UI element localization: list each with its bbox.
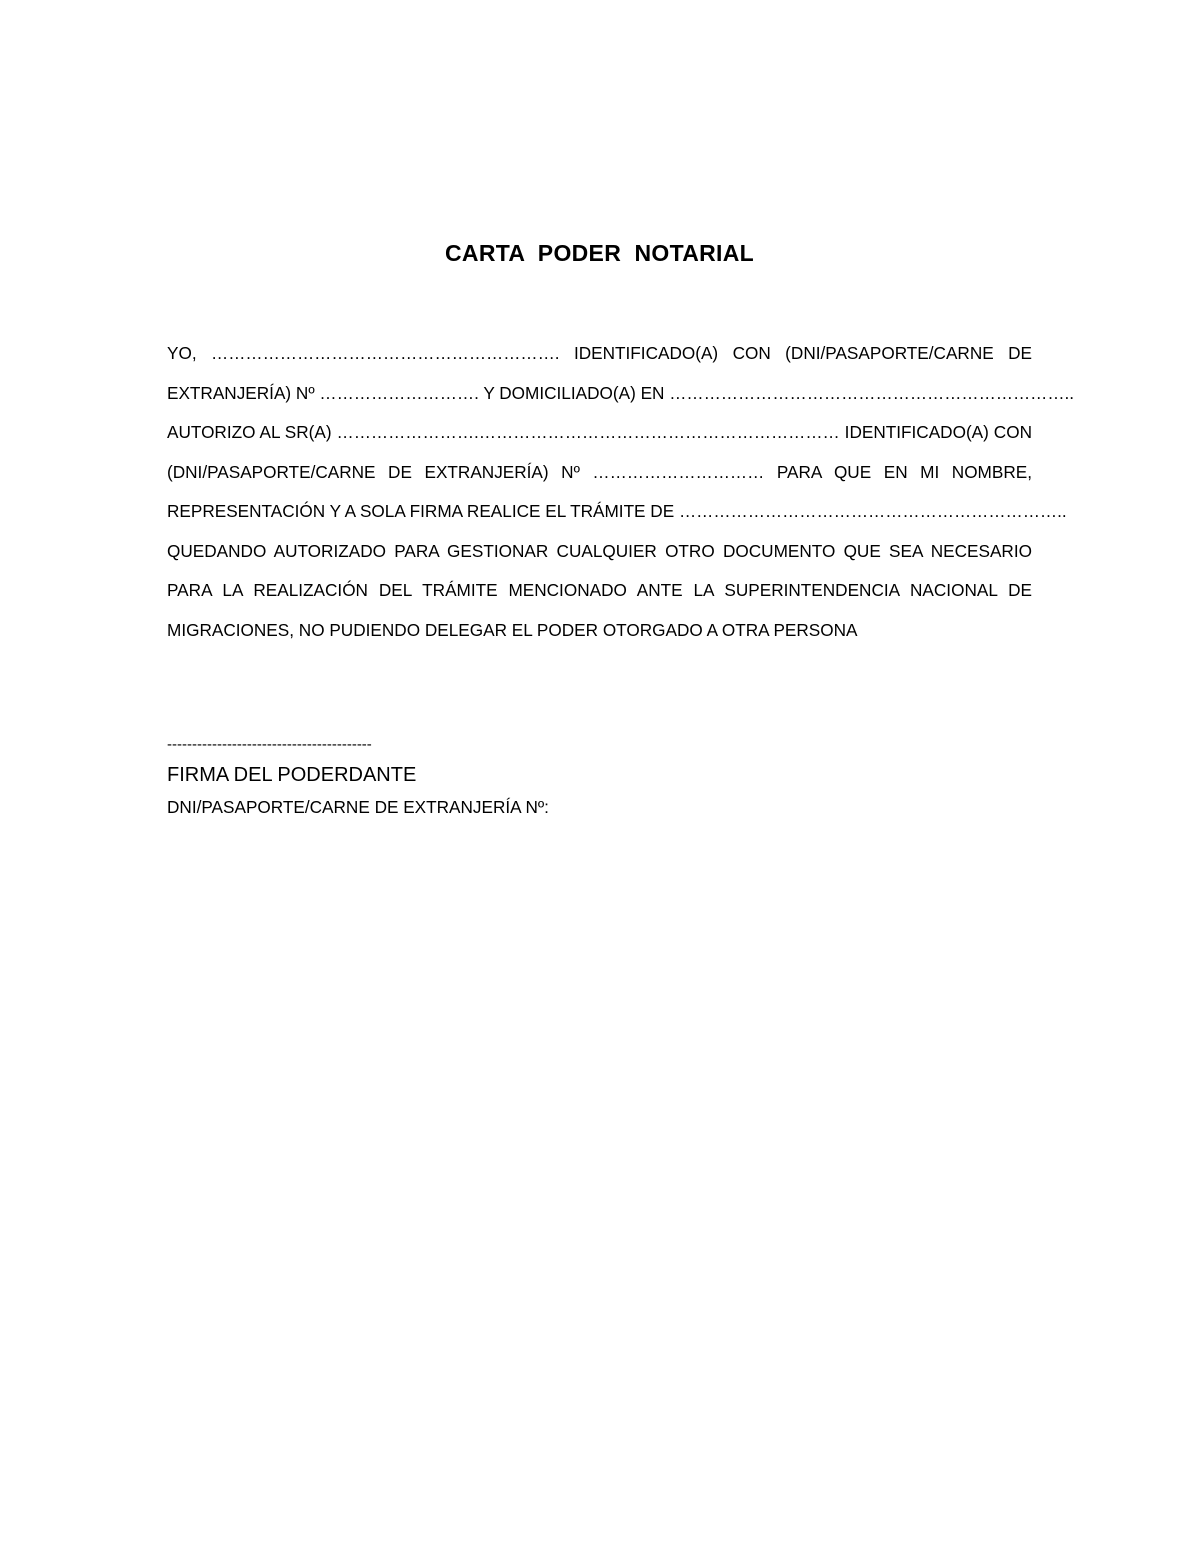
body-line-7: PARA LA REALIZACIÓN DEL TRÁMITE MENCIONADO ANTE LA SUPERINTENDENCIA NACIONAL DE — [167, 580, 1032, 600]
body-line-1: YO, ……………………………………………………. IDENTIFICADO(A) CON (DNI/PASAPORTE/CARNE DE — [167, 343, 1032, 363]
body-line-2: EXTRANJERÍA) Nº ………………………. Y DOMICILIADO(A) EN …………………………………………………………….. — [167, 382, 1075, 403]
signature-id-label: DNI/PASAPORTE/CARNE DE EXTRANJERÍA Nº: — [167, 797, 549, 817]
body-line-5: REPRESENTACIÓN Y A SOLA FIRMA REALICE EL TRÁMITE DE ………………………………………………………….. — [167, 501, 1067, 521]
signature-line: ----------------------------------------- — [167, 736, 372, 753]
body-line-4: (DNI/PASAPORTE/CARNE DE EXTRANJERÍA) Nº ………………………… PARA QUE EN MI NOMBRE, — [167, 461, 1032, 482]
document-body — [167, 334, 1075, 650]
signature-label: FIRMA DEL PODERDANTE — [167, 764, 417, 786]
body-line-6: QUEDANDO AUTORIZADO PARA GESTIONAR CUALQUIER OTRO DOCUMENTO QUE SEA NECESARIO — [167, 540, 1032, 561]
document-title: CARTA PODER NOTARIAL — [445, 240, 754, 266]
body-line-8: MIGRACIONES, NO PUDIENDO DELEGAR EL PODER OTORGADO A OTRA PERSONA — [167, 619, 858, 640]
body-line-3: AUTORIZO AL SR(A) …………………….……………………………………………………… IDENTIFICADO(A) CON — [167, 422, 1032, 442]
